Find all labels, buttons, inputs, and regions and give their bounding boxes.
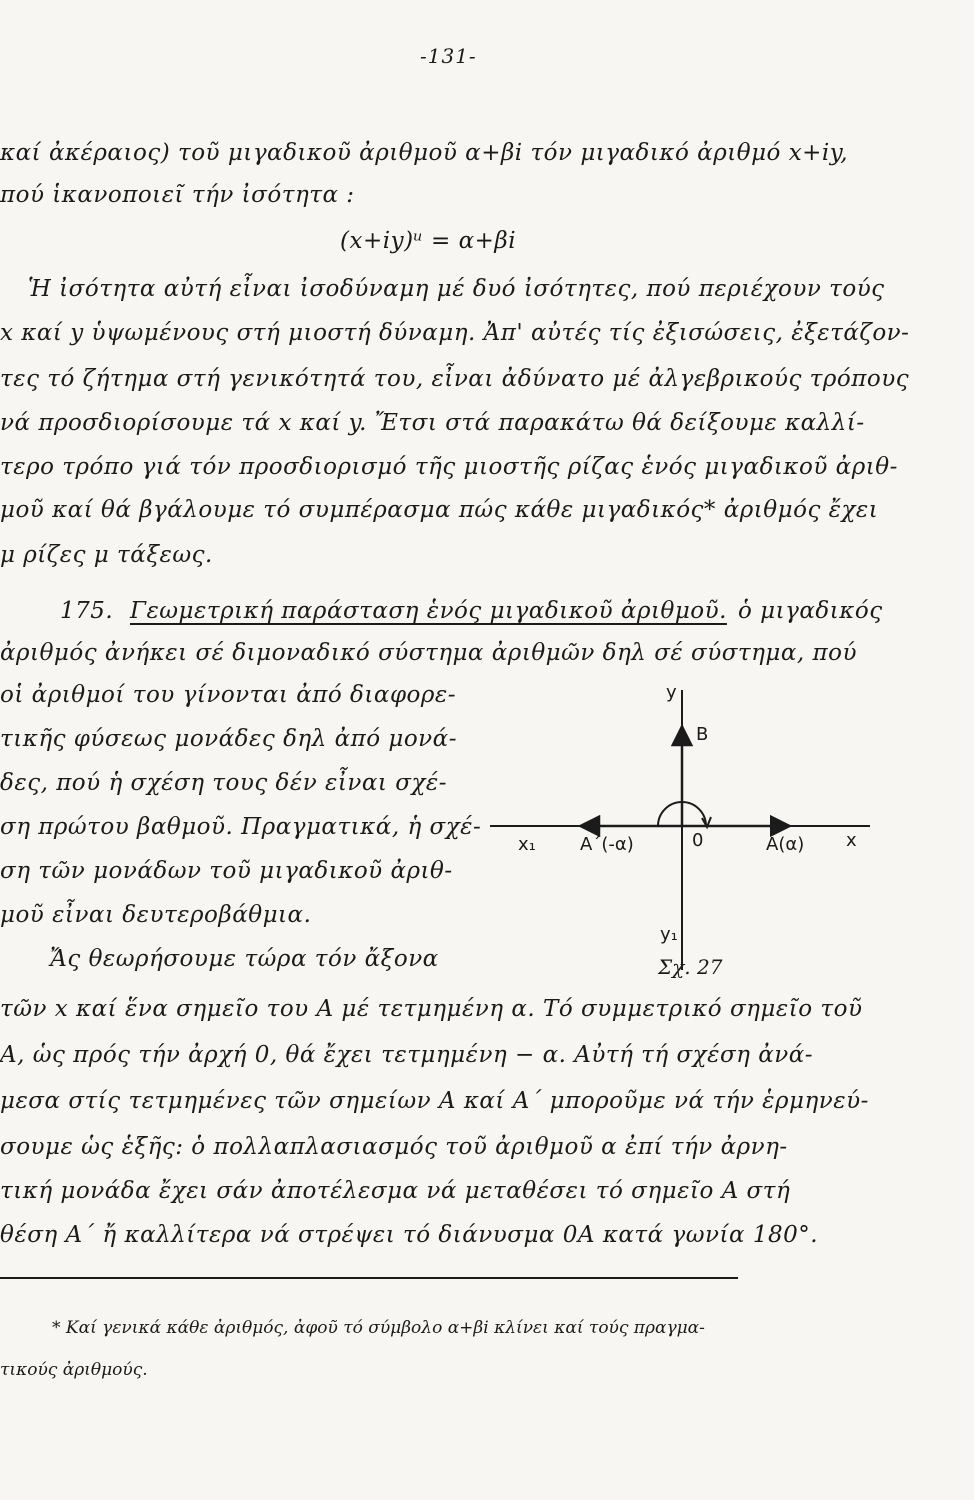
figure-caption: Σχ. 27 <box>658 955 723 979</box>
text-line-24: θέση A΄ ἤ καλλίτερα νά στρέψει τό διάνυσμα 0A κατά γωνία 180°. <box>0 1222 819 1248</box>
label-x1: x₁ <box>518 834 536 855</box>
text-line-3: Ἡ ἰσότητα αὐτή εἶναι ἰσοδύναμη μέ δυό ἰσότητες, πού περιέχουν τούς <box>28 276 885 302</box>
text-line-21: μεσα στίς τετμημένες τῶν σημείων A καί A΄ μποροῦμε νά τήν ἑρμηνεύ- <box>0 1088 869 1114</box>
page-number: -131- <box>420 44 477 68</box>
text-line-19: τῶν x καί ἕνα σημεῖο του A μέ τετμημένη α. Τό συμμετρικό σημεῖο τοῦ <box>0 996 863 1022</box>
text-line-7: τερο τρόπο γιά τόν προσδιορισμό τῆς μιοστῆς ρίζας ἑνός μιγαδικοῦ ἀριθ- <box>0 454 898 480</box>
text-line-4: x καί y ὑψωμένους στή μιοστή δύναμη. Ἀπ' αὐτές τίς ἐξισώσεις, ἐξετάζον- <box>0 320 910 346</box>
text-line-20: A, ὡς πρός τήν ἀρχή 0, θά ἔχει τετμημένη − α. Αὐτή τή σχέση ἀνά- <box>0 1042 814 1068</box>
label-a: A(α) <box>766 834 805 855</box>
label-a-prime: A΄(-α) <box>580 834 634 855</box>
text-line-15: ση πρώτου βαθμοῦ. Πραγματικά, ἡ σχέ- <box>0 814 482 840</box>
footnote-line-1: * Καί γενικά κάθε ἀριθμός, ἀφοῦ τό σύμβολο α+βi κλίνει καί τούς πραγμα- <box>52 1318 705 1338</box>
text-line-1: καί ἀκέραιος) τοῦ μιγαδικοῦ ἀριθμοῦ α+βi τόν μιγαδικό ἀριθμό x+iy, <box>0 140 849 166</box>
text-line-8: μοῦ καί θά βγάλουμε τό συμπέρασμα πώς κάθε μιγαδικός* ἀριθμός ἔχει <box>0 497 879 523</box>
figure-27 <box>470 670 890 980</box>
text-line-17: μοῦ εἶναι δευτεροβάθμια. <box>0 902 312 928</box>
text-line-5: τες τό ζήτημα στή γενικότητά του, εἶναι ἀδύνατο μέ ἀλγεβρικούς τρόπους <box>0 366 910 392</box>
label-b: B <box>696 724 709 745</box>
text-line-22: σουμε ὡς ἑξῆς: ὁ πολλαπλασιασμός τοῦ ἀριθμοῦ α ἐπί τήν ἀρνη- <box>0 1134 788 1160</box>
text-line-12: οἱ ἀριθμοί του γίνονται ἀπό διαφορε- <box>0 682 457 708</box>
formula-line: (x+iy)ᵘ = α+βi <box>340 228 517 254</box>
text-line-6: νά προσδιορίσουμε τά x καί y. Ἔτσι στά παρακάτω θά δείξουμε καλλί- <box>0 410 865 436</box>
footnote-divider <box>0 1277 738 1279</box>
text-line-23: τική μονάδα ἔχει σάν ἀποτέλεσμα νά μεταθέσει τό σημεῖο A στή <box>0 1178 791 1204</box>
text-line-18: Ἄς θεωρήσουμε τώρα τόν ἄξονα <box>50 946 439 972</box>
text-line-13: τικῆς φύσεως μονάδες δηλ ἀπό μονά- <box>0 726 457 752</box>
label-y1: y₁ <box>660 924 678 945</box>
footnote-line-2: τικούς ἀριθμούς. <box>0 1360 148 1380</box>
text-line-10: ὁ μιγαδικός <box>738 598 883 624</box>
text-line-14: δες, πού ἡ σχέση τους δέν εἶναι σχέ- <box>0 770 447 796</box>
label-x: x <box>846 830 857 851</box>
section-number: 175. <box>60 598 114 624</box>
text-line-2: πού ἱκανοποιεῖ τήν ἰσότητα : <box>0 182 355 208</box>
text-line-16: ση τῶν μονάδων τοῦ μιγαδικοῦ ἀριθ- <box>0 858 453 884</box>
label-y: y <box>666 682 677 703</box>
section-heading: Γεωμετρική παράσταση ἑνός μιγαδικοῦ ἀριθμοῦ. <box>130 598 727 624</box>
label-origin: 0 <box>692 830 704 851</box>
text-line-9: μ ρίζες μ τάξεως. <box>0 542 213 568</box>
text-line-11: ἀριθμός ἀνήκει σέ διμοναδικό σύστημα ἀριθμῶν δηλ σέ σύστημα, πού <box>0 640 857 666</box>
